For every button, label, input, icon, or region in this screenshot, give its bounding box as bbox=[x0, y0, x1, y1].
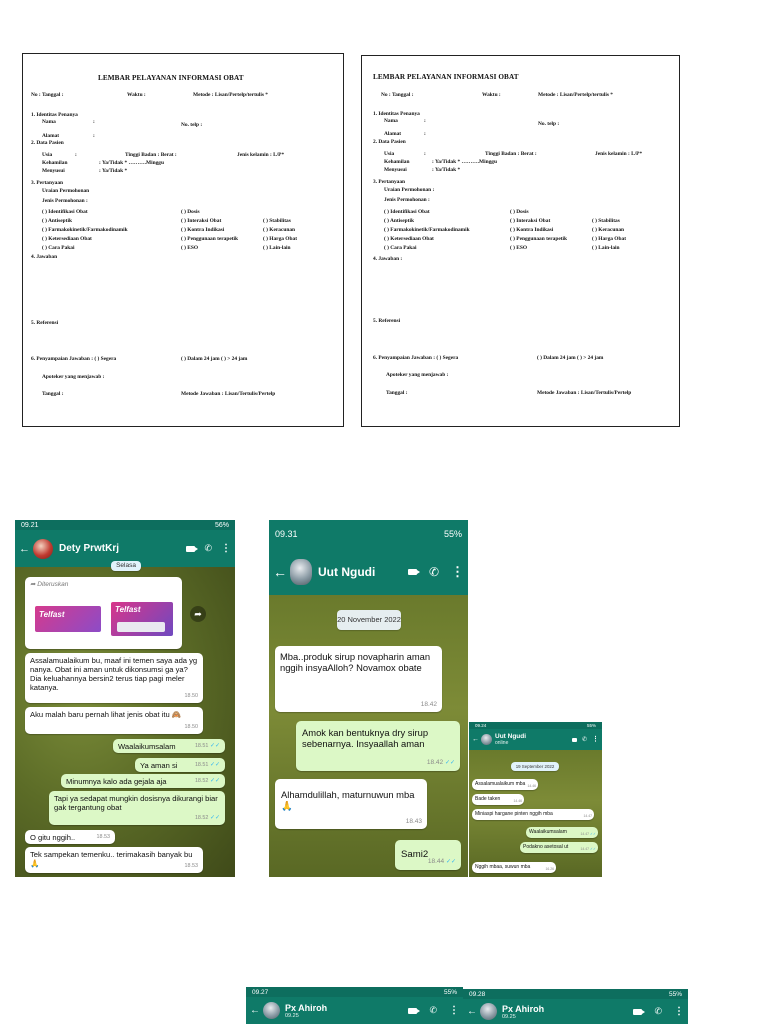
option-item: ( ) Ketersediaan Obat bbox=[42, 236, 92, 242]
outgoing-message[interactable]: Ya aman si 18.51 ✓✓ bbox=[135, 758, 225, 772]
incoming-message[interactable]: Assalamualaikum mba 14.46 bbox=[472, 779, 538, 790]
value-menyusui: : Ya/Tidak * bbox=[432, 167, 461, 173]
status-bar bbox=[469, 722, 602, 729]
contact-status: 09.25 bbox=[285, 1012, 299, 1019]
status-battery: 56% bbox=[214, 521, 229, 529]
avatar[interactable] bbox=[481, 734, 492, 745]
value-menyusui: : Ya/Tidak * bbox=[99, 168, 128, 174]
option-item: ( ) Dosis bbox=[510, 209, 529, 215]
menu-dots-icon[interactable]: ⋮ bbox=[221, 542, 231, 554]
label-menyusui: Menyusui bbox=[384, 167, 407, 173]
chat-screenshot-uut-small bbox=[469, 722, 602, 877]
label-alamat: Alamat bbox=[384, 131, 402, 137]
section-identitas: 1. Identitas Penanya bbox=[373, 111, 420, 117]
forward-icon: ➦ bbox=[30, 581, 38, 588]
label-usia: Usia bbox=[384, 151, 395, 157]
label-tanggal: Tanggal : bbox=[42, 391, 64, 397]
contact-name[interactable]: Uut Ngudi bbox=[495, 733, 527, 740]
medicine-photo-2: Telfast bbox=[107, 592, 177, 642]
day-chip: Selasa bbox=[111, 561, 141, 571]
menu-dots-icon[interactable]: ⋮ bbox=[674, 1005, 684, 1017]
form-waktu: Waktu : bbox=[482, 92, 501, 98]
status-bar bbox=[463, 989, 688, 999]
incoming-message[interactable]: Bade taken 14.46 bbox=[472, 794, 524, 805]
label-kehamilan: Kehamilan bbox=[42, 160, 68, 166]
contact-status: 09.25 bbox=[502, 1013, 516, 1020]
form-no-tanggal: No : Tanggal : bbox=[381, 92, 414, 98]
label-uraian: Uraian Permohonan : bbox=[384, 187, 435, 193]
status-time: 09.31 bbox=[275, 529, 298, 539]
label-metode-jawaban: Metode Jawaban : Lisan/Tertulis/Pertelp bbox=[181, 391, 276, 397]
avatar[interactable] bbox=[480, 1003, 497, 1020]
option-item: ( ) Cara Pakai bbox=[384, 245, 417, 251]
chat-header bbox=[246, 997, 463, 1024]
option-item: ( ) Antiseptik bbox=[384, 218, 414, 224]
outgoing-message[interactable]: Podakno asetosal ut 14.47 ✓✓ bbox=[520, 842, 598, 853]
incoming-message[interactable]: Alhamdulillah, maturnuwun mba 🙏 18.43 bbox=[275, 779, 427, 829]
label-nama: Nama bbox=[384, 118, 398, 124]
status-bar bbox=[246, 987, 463, 997]
chat-header bbox=[469, 729, 602, 750]
form-metode: Metode : Lisan/Pertelp/tertulis * bbox=[193, 92, 269, 98]
avatar[interactable] bbox=[263, 1002, 280, 1019]
incoming-message[interactable]: Nggih mbaa, suwun mba 16.26 bbox=[472, 862, 556, 873]
status-battery: 55% bbox=[668, 990, 682, 998]
option-item: ( ) Farmakokinetik/Farmakodinamik bbox=[42, 227, 128, 233]
chat-screenshot-ahiroh-2 bbox=[463, 989, 688, 1024]
section-identitas: 1. Identitas Penanya bbox=[31, 112, 78, 118]
contact-name[interactable]: Dety PrwtKrj bbox=[59, 543, 120, 554]
label-menyusui: Menyusui bbox=[42, 168, 65, 174]
option-item: ( ) Lain-lain bbox=[592, 245, 620, 251]
back-arrow-icon[interactable]: ← bbox=[19, 542, 30, 555]
incoming-message[interactable]: Tek sampekan temenku.. terimakasih banyak bu 🙏 18.53 bbox=[25, 847, 203, 873]
video-call-icon[interactable] bbox=[633, 1009, 642, 1015]
option-item: ( ) Keracunan bbox=[263, 227, 296, 233]
colon: : bbox=[75, 152, 77, 158]
outgoing-message[interactable]: Waalaikumsalam 18.51 ✓✓ bbox=[113, 739, 225, 753]
status-battery: 55% bbox=[443, 529, 462, 539]
status-time: 09.24 bbox=[475, 723, 487, 728]
option-item: ( ) Interaksi Obat bbox=[181, 218, 222, 224]
chat-screenshot-dety bbox=[15, 520, 235, 877]
label-jenis-kelamin: Jenis kelamin : L/P* bbox=[237, 152, 285, 158]
option-item: ( ) Penggunaan terapetik bbox=[181, 236, 239, 242]
chat-header bbox=[463, 999, 688, 1024]
label-nama: Nama bbox=[42, 119, 56, 125]
option-item: ( ) Kontra Indikasi bbox=[510, 227, 554, 233]
phone-icon[interactable]: ✆ bbox=[428, 564, 439, 579]
phone-icon[interactable]: ✆ bbox=[204, 543, 212, 553]
status-time: 09.28 bbox=[469, 990, 486, 998]
medicine-photo-1: Telfast bbox=[31, 592, 103, 642]
date-chip: 19 September 2022 bbox=[511, 762, 559, 771]
section-referensi: 5. Referensi bbox=[31, 320, 59, 326]
section-data-pasien: 2. Data Pasien bbox=[373, 139, 406, 145]
option-item: ( ) Identifikasi Obat bbox=[42, 209, 88, 215]
back-arrow-icon[interactable]: ← bbox=[472, 736, 479, 743]
section-referensi: 5. Referensi bbox=[373, 318, 401, 324]
label-usia: Usia bbox=[42, 152, 53, 158]
form-right bbox=[361, 55, 680, 427]
forwarded-label: ➦ Diteruskan bbox=[30, 581, 69, 588]
contact-status: online bbox=[495, 740, 509, 746]
label-no-telp: No. telp : bbox=[181, 122, 203, 128]
colon: : bbox=[424, 151, 426, 157]
option-item: ( ) Cara Pakai bbox=[42, 245, 75, 251]
incoming-message[interactable]: Assalamualaikum bu, maaf ini temen saya ada yg nanya. Obat ini aman untuk dikonsumsi ga ya? Dia keluahannya bersin2 terus tiap pagi meler katanya. 18.50 bbox=[25, 653, 203, 703]
form-title: LEMBAR PELAYANAN INFORMASI OBAT bbox=[98, 74, 244, 82]
contact-name[interactable]: Uut Ngudi bbox=[318, 564, 376, 579]
menu-dots-icon[interactable]: ⋮ bbox=[451, 564, 464, 579]
status-battery: 55% bbox=[443, 988, 457, 996]
outgoing-message[interactable]: Sami2 18.44 ✓✓ bbox=[395, 840, 461, 870]
label-jenis-kelamin: Jenis kelamin : L/P* bbox=[595, 151, 643, 157]
back-arrow-icon[interactable]: ← bbox=[467, 1006, 477, 1017]
video-call-icon[interactable] bbox=[572, 738, 577, 742]
read-tick-icon: ✓✓ bbox=[209, 778, 220, 784]
colon: : bbox=[424, 118, 426, 124]
option-item: ( ) Identifikasi Obat bbox=[384, 209, 430, 215]
label-no-telp: No. telp : bbox=[538, 121, 560, 127]
phone-icon[interactable]: ✆ bbox=[654, 1006, 662, 1016]
form-metode: Metode : Lisan/Pertelp/tertulis * bbox=[538, 92, 614, 98]
option-item: ( ) Dosis bbox=[181, 209, 200, 215]
colon: : bbox=[93, 133, 95, 139]
value-kehamilan: : Ya/Tidak * ……….Minggu bbox=[99, 160, 164, 166]
label-jenis-permohonan: Jenis Permohonan : bbox=[42, 198, 88, 204]
value-kehamilan: : Ya/Tidak * ……….Minggu bbox=[432, 159, 497, 165]
option-item: ( ) Ketersediaan Obat bbox=[384, 236, 434, 242]
option-item: ( ) Antiseptik bbox=[42, 218, 72, 224]
section-pertanyaan: 3. Pertanyaan bbox=[31, 180, 64, 186]
label-metode-jawaban: Metode Jawaban : Lisan/Tertulis/Pertelp bbox=[537, 390, 632, 396]
video-call-icon[interactable] bbox=[408, 1008, 417, 1014]
option-item: ( ) ESO bbox=[181, 245, 199, 251]
label-kehamilan: Kehamilan bbox=[384, 159, 410, 165]
option-item: ( ) Lain-lain bbox=[263, 245, 291, 251]
option-item: ( ) ESO bbox=[510, 245, 528, 251]
avatar[interactable] bbox=[290, 559, 312, 585]
status-bar bbox=[15, 520, 235, 530]
section-jawaban: 4. Jawaban : bbox=[373, 256, 403, 262]
status-time: 09.21 bbox=[21, 521, 39, 529]
form-no-tanggal: No : Tanggal : bbox=[31, 92, 64, 98]
form-left bbox=[22, 53, 344, 427]
section-data-pasien: 2. Data Pasien bbox=[31, 140, 64, 146]
contact-name[interactable]: Px Ahiroh bbox=[502, 1003, 545, 1014]
read-tick-icon: ✓✓ bbox=[444, 760, 455, 766]
menu-dots-icon[interactable]: ⋮ bbox=[449, 1004, 459, 1016]
label-apoteker: Apoteker yang menjawab : bbox=[386, 372, 449, 378]
incoming-message[interactable]: O gitu nggih.. 18.53 bbox=[25, 830, 115, 844]
colon: : bbox=[93, 119, 95, 125]
contact-name[interactable]: Px Ahiroh bbox=[285, 1002, 328, 1013]
read-tick-icon: ✓✓ bbox=[209, 743, 220, 749]
label-alamat: Alamat bbox=[42, 133, 60, 139]
penyampaian-options: ( ) Dalam 24 jam ( ) > 24 jam bbox=[537, 355, 604, 361]
incoming-message[interactable]: Mba..produk sirup novapharin aman nggih insyaAlloh? Novamox obate 18.42 bbox=[275, 646, 442, 712]
label-tinggi-berat: Tinggi Badan : Berat : bbox=[485, 151, 537, 157]
label-jenis-permohonan: Jenis Permohonan : bbox=[384, 197, 430, 203]
option-item: ( ) Keracunan bbox=[592, 227, 625, 233]
read-tick-icon: ✓✓ bbox=[589, 832, 596, 836]
option-item: ( ) Farmakokinetik/Farmakodinamik bbox=[384, 227, 470, 233]
back-arrow-icon[interactable]: ← bbox=[250, 1005, 260, 1016]
colon: : bbox=[424, 131, 426, 137]
label-uraian: Uraian Permohonan bbox=[42, 188, 90, 194]
chat-header bbox=[269, 548, 468, 595]
message-time: 18.50 bbox=[163, 639, 177, 645]
section-jawaban: 4. Jawaban bbox=[31, 254, 58, 260]
video-call-icon[interactable] bbox=[408, 569, 417, 575]
forwarded-image-message[interactable] bbox=[25, 577, 182, 649]
phone-icon[interactable]: ✆ bbox=[429, 1005, 437, 1015]
read-tick-icon: ✓✓ bbox=[209, 815, 220, 821]
read-tick-icon: ✓✓ bbox=[589, 847, 596, 851]
outgoing-message[interactable]: Waalaikumsalam 14.47 ✓✓ bbox=[526, 827, 598, 838]
chat-screenshot-ahiroh-1 bbox=[246, 987, 463, 1024]
read-tick-icon: ✓✓ bbox=[209, 762, 220, 768]
read-tick-icon: ✓✓ bbox=[445, 859, 456, 865]
option-item: ( ) Interaksi Obat bbox=[510, 218, 551, 224]
section-pertanyaan: 3. Pertanyaan bbox=[373, 179, 406, 185]
back-arrow-icon[interactable]: ← bbox=[273, 563, 287, 580]
label-tinggi-berat: Tinggi Badan : Berat : bbox=[125, 152, 177, 158]
option-item: ( ) Stabilitas bbox=[592, 218, 620, 224]
section-penyampaian: 6. Penyampaian Jawaban : ( ) Segera bbox=[31, 356, 117, 362]
option-item: ( ) Harga Obat bbox=[592, 236, 626, 242]
option-item: ( ) Penggunaan terapetik bbox=[510, 236, 568, 242]
form-waktu: Waktu : bbox=[127, 92, 146, 98]
penyampaian-options: ( ) Dalam 24 jam ( ) > 24 jam bbox=[181, 356, 248, 362]
outgoing-message[interactable]: Tapi ya sedapat mungkin dosisnya dikurangi biar gak tergantung obat 18.52 ✓✓ bbox=[49, 791, 225, 825]
option-item: ( ) Kontra Indikasi bbox=[181, 227, 225, 233]
phone-icon[interactable]: ✆ bbox=[581, 736, 587, 743]
incoming-message[interactable]: Miniaspi hargane pinten nggih mba 14.47 bbox=[472, 809, 594, 820]
form-title: LEMBAR PELAYANAN INFORMASI OBAT bbox=[373, 73, 519, 81]
incoming-message[interactable]: Aku malah baru pernah lihat jenis obat itu 🙈 18.50 bbox=[25, 707, 203, 734]
status-bar bbox=[269, 520, 468, 548]
status-time: 09.27 bbox=[252, 988, 269, 996]
chat-screenshot-uut bbox=[269, 520, 468, 877]
status-battery: 55% bbox=[586, 723, 596, 728]
label-tanggal: Tanggal : bbox=[386, 390, 408, 396]
outgoing-message[interactable]: Minumnya kalo ada gejala aja 18.52 ✓✓ bbox=[61, 774, 225, 788]
avatar[interactable] bbox=[33, 539, 53, 559]
menu-dots-icon[interactable]: ⋮ bbox=[592, 736, 599, 743]
video-call-icon[interactable] bbox=[186, 546, 195, 552]
outgoing-message[interactable]: Amok kan bentuknya dry sirup sebenarnya. Insyaallah aman 18.42 ✓✓ bbox=[296, 721, 460, 771]
label-apoteker: Apoteker yang menjawab : bbox=[42, 374, 105, 380]
option-item: ( ) Harga Obat bbox=[263, 236, 297, 242]
date-chip: 20 November 2022 bbox=[337, 610, 401, 630]
section-penyampaian: 6. Penyampaian Jawaban : ( ) Segera bbox=[373, 355, 459, 361]
option-item: ( ) Stabilitas bbox=[263, 218, 291, 224]
share-forward-icon[interactable]: ➦ bbox=[190, 606, 206, 622]
